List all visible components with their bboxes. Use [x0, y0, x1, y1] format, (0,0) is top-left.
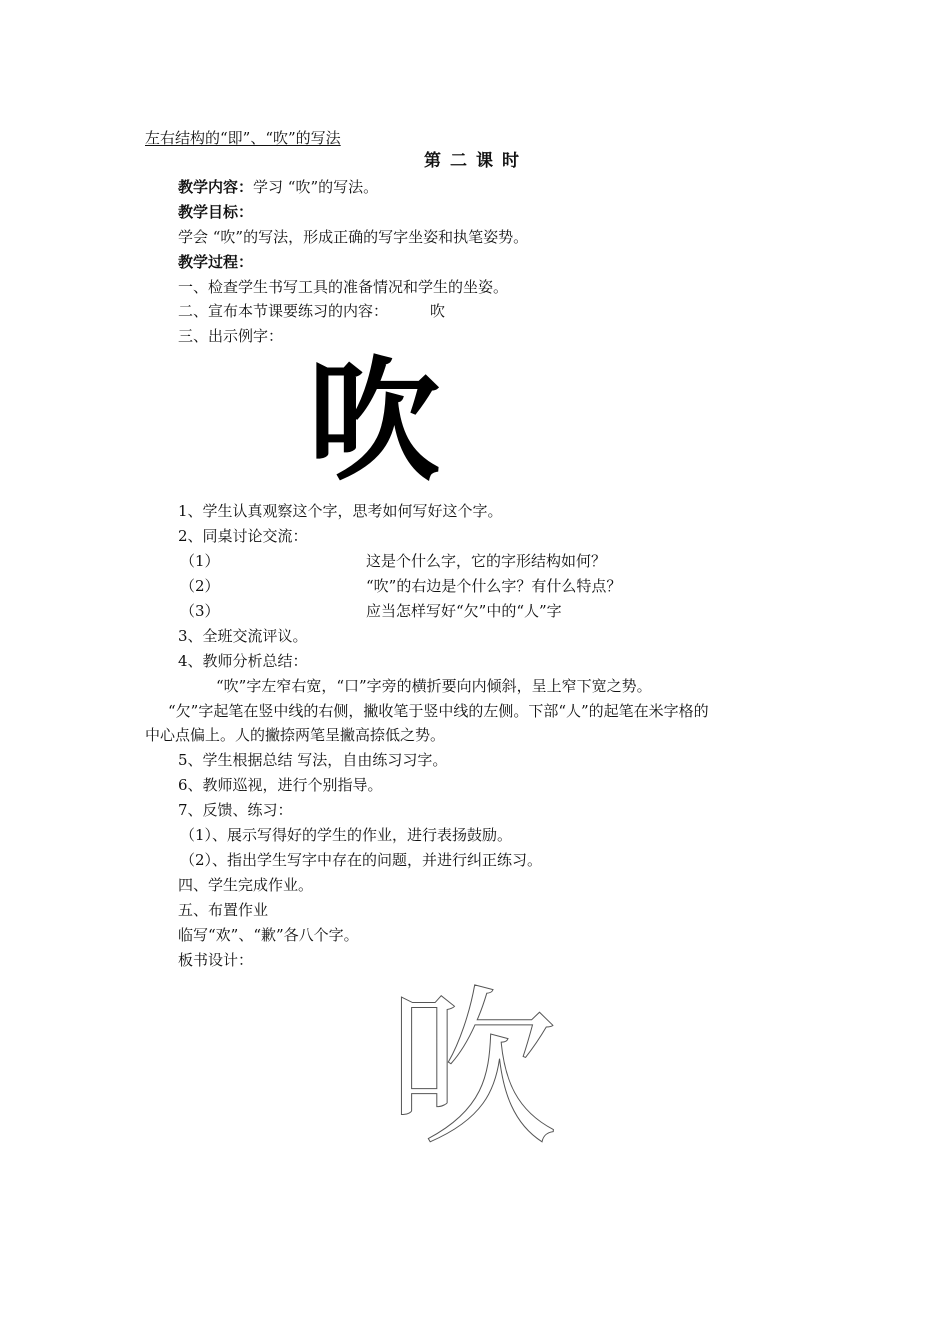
- discussion-question-1: 这是个什么字，它的字形结构如何？: [366, 552, 607, 570]
- feedback-1: （1）、展示写得好的学生的作业，进行表扬鼓励。: [180, 826, 513, 844]
- step-4: 四、学生完成作业。: [178, 876, 314, 894]
- summary-line-2: “欠”字起笔在竖中线的右侧，撇收笔于竖中线的左侧。下部“人”的起笔在米字格的: [168, 702, 709, 720]
- goal-label: 教学目标：: [178, 203, 254, 221]
- step-2: 二、宣布本节课要练习的内容：: [178, 302, 389, 320]
- discussion-num-3: （3）: [180, 602, 220, 620]
- board-design-label: 板书设计：: [178, 951, 254, 969]
- board-outline-character: 吹: [388, 971, 559, 1169]
- summary-line-3: 中心点偏上。人的撇捺两笔呈撇高捺低之势。: [145, 726, 446, 744]
- header-note: 左右结构的“即”、“吹”的写法: [145, 129, 341, 147]
- discussion-num-1: （1）: [180, 552, 220, 570]
- content-line: [178, 177, 378, 197]
- step-1: 一、检查学生书写工具的准备情况和学生的坐姿。: [178, 278, 509, 296]
- summary-line-1: “吹”字左窄右宽，“口”字旁的横折要向内倾斜，呈上窄下宽之势。: [216, 677, 652, 695]
- item-5: 5、学生根据总结 写法，自由练习习字。: [178, 751, 448, 769]
- process-label: 教学过程：: [178, 253, 254, 271]
- example-character: 吹: [308, 345, 440, 499]
- step-3: 三、出示例字：: [178, 327, 284, 345]
- discussion-num-2: （2）: [180, 577, 220, 595]
- step-5: 五、布置作业: [178, 901, 269, 919]
- discussion-question-2: “吹”的右边是个什么字？有什么特点？: [366, 577, 622, 595]
- lesson-title: 第二课时: [424, 151, 528, 171]
- item-4: 4、教师分析总结：: [178, 652, 308, 670]
- step-2-char: 吹: [430, 302, 446, 320]
- item-7: 7、反馈、练习：: [178, 801, 293, 819]
- item-6: 6、教师巡视，进行个别指导。: [178, 776, 383, 794]
- item-2: 2、同桌讨论交流：: [178, 527, 308, 545]
- goal-text: 学会 “吹”的写法，形成正确的写字坐姿和执笔姿势。: [178, 228, 529, 246]
- item-1: 1、学生认真观察这个字，思考如何写好这个字。: [178, 502, 503, 520]
- content-text: 学习 “吹”的写法。: [253, 178, 379, 196]
- content-label: 教学内容：: [178, 178, 254, 196]
- item-3: 3、全班交流评议。: [178, 627, 308, 645]
- homework: 临写“欢”、“歉”各八个字。: [178, 926, 359, 944]
- discussion-question-3: 应当怎样写好“欠”中的“人”字: [366, 602, 562, 620]
- feedback-2: （2）、指出学生写字中存在的问题，并进行纠正练习。: [180, 851, 543, 869]
